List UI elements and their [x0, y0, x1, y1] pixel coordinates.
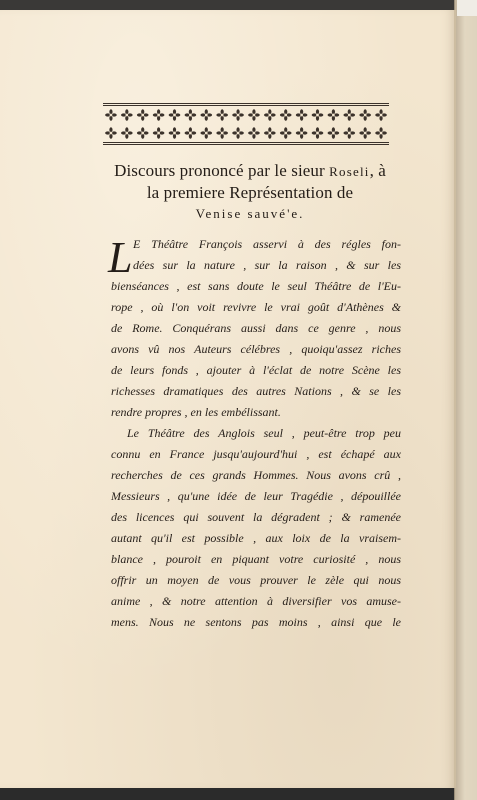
fleuron-icon [264, 127, 276, 139]
text-line: rope , où l'on voit revivre le vrai goût d'Athènes & [111, 300, 401, 314]
fleuron-icon [359, 127, 371, 139]
ornamental-header-band [103, 103, 389, 145]
text-line: richesses dramatiques des autres Nations , & se les [111, 384, 401, 398]
fleuron-icon [169, 127, 181, 139]
title-line1-suffix: , à [369, 161, 386, 180]
text-line: de leurs fonds , ajouter à l'éclat de notre Scène les [111, 363, 401, 377]
fleuron-icon [312, 127, 324, 139]
drop-cap: L [108, 233, 133, 282]
fleuron-icon [375, 127, 387, 139]
fleuron-icon [216, 109, 228, 121]
fleuron-icon [375, 109, 387, 121]
text-line: bienséances , est sans doute le seul Théâtre de l'Eu- [111, 279, 401, 293]
fleuron-icon [137, 109, 149, 121]
fleuron-icon [232, 127, 244, 139]
fleuron-icon [264, 109, 276, 121]
fleuron-icon [200, 127, 212, 139]
body-text [108, 233, 401, 633]
book-page [0, 10, 456, 788]
text-line: Le Théâtre des Anglois seul , peut-être trop peu [127, 426, 401, 440]
text-line: de Rome. Conquérans aussi dans ce genre , nous [111, 321, 401, 335]
fleuron-ornament-icon [103, 106, 389, 142]
text-line: autant qu'il est possible , aux loix de la vraisem- [111, 531, 401, 545]
title-line-1 [90, 160, 410, 182]
fleuron-icon [328, 109, 340, 121]
title-line-3: Venise sauvé'e. [195, 206, 305, 221]
fleuron-icon [185, 109, 197, 121]
fleuron-icon [280, 127, 292, 139]
fleuron-icon [232, 109, 244, 121]
discourse-title [90, 160, 410, 224]
fleuron-icon [248, 109, 260, 121]
fleuron-icon [137, 127, 149, 139]
adjacent-page-edge [454, 0, 477, 800]
fleuron-icon [296, 109, 308, 121]
text-line: des licences qui souvent la dégradent ; & ramenée [111, 510, 401, 524]
fleuron-icon [121, 127, 133, 139]
text-line: offrir un moyen de vous prouver le zèle qui nous [111, 573, 401, 587]
text-line: anime , & notre attention à diversifier vos amuse- [111, 594, 401, 608]
text-line: rendre propres , en les embélissant. [111, 405, 281, 419]
fleuron-icon [121, 109, 133, 121]
text-line: mens. Nous ne sentons pas moins , ainsi que le [111, 615, 401, 629]
text-line: dées sur la nature , sur la raison , & sur les [133, 258, 401, 272]
title-line-2: la premiere Représentation de [146, 183, 354, 202]
fleuron-icon [296, 127, 308, 139]
text-line: avons vû nos Auteurs célébres , quoiqu'assez riches [111, 342, 401, 356]
fleuron-icon [359, 109, 371, 121]
text-line: E Théâtre François asservi à des régles fon- [133, 237, 401, 251]
text-line: recherches de ces grands Hommes. Nous avons crû , [111, 468, 401, 482]
fleuron-icon [105, 127, 117, 139]
fleuron-icon [343, 127, 355, 139]
fleuron-icon [343, 109, 355, 121]
fleuron-icon [105, 109, 117, 121]
fleuron-icon [328, 127, 340, 139]
scan-corner-tab [457, 0, 477, 16]
text-line: Messieurs , qu'une idée de leur Tragédie , dépouillée [111, 489, 401, 503]
title-speaker-name: Roseli [329, 164, 370, 179]
fleuron-icon [185, 127, 197, 139]
fleuron-icon [216, 127, 228, 139]
fleuron-icon [153, 127, 165, 139]
fleuron-icon [248, 127, 260, 139]
text-line: blance , pouroit en piquant votre curiosité , nous [111, 552, 401, 566]
fleuron-icon [312, 109, 324, 121]
text-line: connu en France jusqu'aujourd'hui , est échapé aux [111, 447, 401, 461]
title-prefix: Discours prononcé par le sieur [114, 161, 325, 180]
fleuron-icon [280, 109, 292, 121]
fleuron-icon [169, 109, 181, 121]
fleuron-icon [153, 109, 165, 121]
fleuron-icon [200, 109, 212, 121]
